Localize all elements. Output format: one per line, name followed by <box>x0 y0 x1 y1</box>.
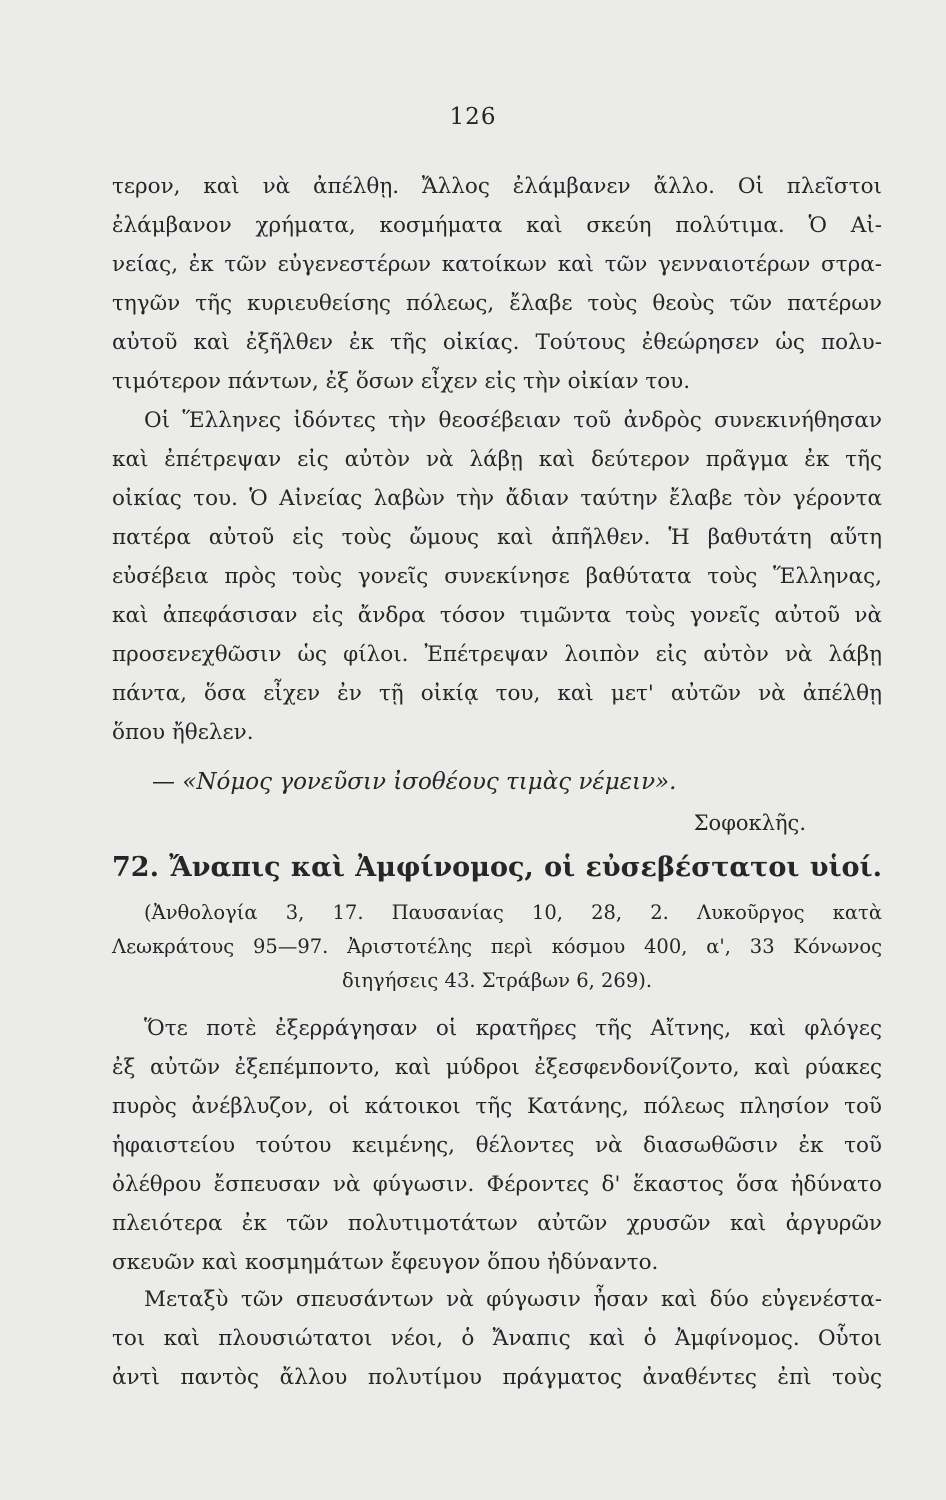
text-line: νείας, ἐκ τῶν εὐγενεστέρων κατοίκων καὶ τῶν γενναιοτέρων στρα- <box>112 252 882 277</box>
text-line: αὐτοῦ καὶ ἐξῆλθεν ἐκ τῆς οἰκίας. Τούτους ἐθεώρησεν ὡς πολυ- <box>112 330 882 355</box>
text-line: τερον, καὶ νὰ ἀπέλθῃ. Ἄλλος ἐλάμβανεν ἄλλο. Οἱ πλεῖστοι <box>112 174 882 199</box>
reference-line: διηγήσεις 43. Στράβων 6, 269). <box>341 969 653 992</box>
text-line: σκευῶν καὶ κοσμημάτων ἔφευγον ὅπου ἠδύναντο. <box>112 1250 659 1275</box>
text-line: ἐξ αὐτῶν ἐξεπέμποντο, καὶ μύδροι ἐξεσφενδονίζοντο, καὶ ρύακες <box>112 1055 882 1080</box>
text-line: ἐλάμβανον χρήματα, κοσμήματα καὶ σκεύη πολύτιμα. Ὁ Αἰ- <box>112 213 882 238</box>
text-line: Μεταξὺ τῶν σπευσάντων νὰ φύγωσιν ἦσαν καὶ δύο εὐγενέστα- <box>144 1287 882 1312</box>
text-line: καὶ ἐπέτρεψαν εἰς αὐτὸν νὰ λάβῃ καὶ δεύτερον πρᾶγμα ἐκ τῆς <box>112 447 882 472</box>
text-line: ἀντὶ παντὸς ἄλλου πολυτίμου πράγματος ἀναθέντες ἐπὶ τοὺς <box>112 1365 882 1390</box>
page-number: 126 <box>449 104 497 130</box>
text-line: τηγῶν τῆς κυριευθείσης πόλεως, ἔλαβε τοὺς θεοὺς τῶν πατέρων <box>112 291 882 316</box>
epigraph-quote <box>152 762 676 802</box>
text-line: πατέρα αὐτοῦ εἰς τοὺς ὤμους καὶ ἀπῆλθεν. Ἡ βαθυτάτη αὕτη <box>112 525 882 550</box>
text-line: Οἱ Ἕλληνες ἰδόντες τὴν θεοσέβειαν τοῦ ἀνδρὸς συνεκινήθησαν <box>144 408 882 433</box>
text-line: καὶ ἀπεφάσισαν εἰς ἄνδρα τόσον τιμῶντα τοὺς γονεῖς αὐτοῦ νὰ <box>112 603 882 628</box>
text-line: Ὅτε ποτὲ ἐξερράγησαν οἱ κρατῆρες τῆς Αἴτνης, καὶ φλόγες <box>144 1016 882 1041</box>
text-line: ὅπου ἤθελεν. <box>112 720 254 745</box>
text-line: πυρὸς ἀνέβλυζον, οἱ κάτοικοι τῆς Κατάνης, πόλεως πλησίον τοῦ <box>112 1094 882 1119</box>
text-line: πάντα, ὅσα εἶχεν ἐν τῇ οἰκίᾳ του, καὶ μετ' αὐτῶν νὰ ἀπέλθῃ <box>112 681 882 706</box>
reference-line: (Ἀνθολογία 3, 17. Παυσανίας 10, 28, 2. Λυκοῦργος κατὰ <box>144 901 882 924</box>
quote-author: Σοφοκλῆς. <box>693 811 806 835</box>
section-heading: 72. Ἄναπις καὶ Ἀμφίνομος, οἱ εὐσεβέστατοι υἱοί. <box>112 852 882 883</box>
quote-text: «Νόμος γονεῦσιν ἰσοθέους τιμὰς νέμειν». <box>182 769 677 795</box>
text-line: τιμότερον πάντων, ἐξ ὅσων εἶχεν εἰς τὴν οἰκίαν του. <box>112 369 691 394</box>
text-line: πλειότερα ἐκ τῶν πολυτιμοτάτων αὐτῶν χρυσῶν καὶ ἀργυρῶν <box>112 1211 882 1236</box>
text-line: εὐσέβεια πρὸς τοὺς γονεῖς συνεκίνησε βαθύτατα τοὺς Ἕλληνας, <box>112 564 882 589</box>
text-line: τοι καὶ πλουσιώτατοι νέοι, ὁ Ἄναπις καὶ ὁ Ἀμφίνομος. Οὗτοι <box>112 1326 882 1351</box>
text-line: προσενεχθῶσιν ὡς φίλοι. Ἐπέτρεψαν λοιπὸν εἰς αὐτὸν νὰ λάβῃ <box>112 642 882 667</box>
text-line: ἡφαιστείου τούτου κειμένης, θέλοντες νὰ διασωθῶσιν ἐκ τοῦ <box>112 1133 882 1158</box>
text-line: ὀλέθρου ἔσπευσαν νὰ φύγωσιν. Φέροντες δ' ἕκαστος ὅσα ἠδύνατο <box>112 1172 882 1197</box>
text-line: οἰκίας του. Ὁ Αἰνείας λαβὼν τὴν ἄδιαν ταύτην ἔλαβε τὸν γέροντα <box>112 486 882 511</box>
reference-line: Λεωκράτους 95—97. Ἀριστοτέλης περὶ κόσμου 400, α', 33 Κόνωνος <box>112 935 882 958</box>
quote-dash: — <box>152 769 175 795</box>
